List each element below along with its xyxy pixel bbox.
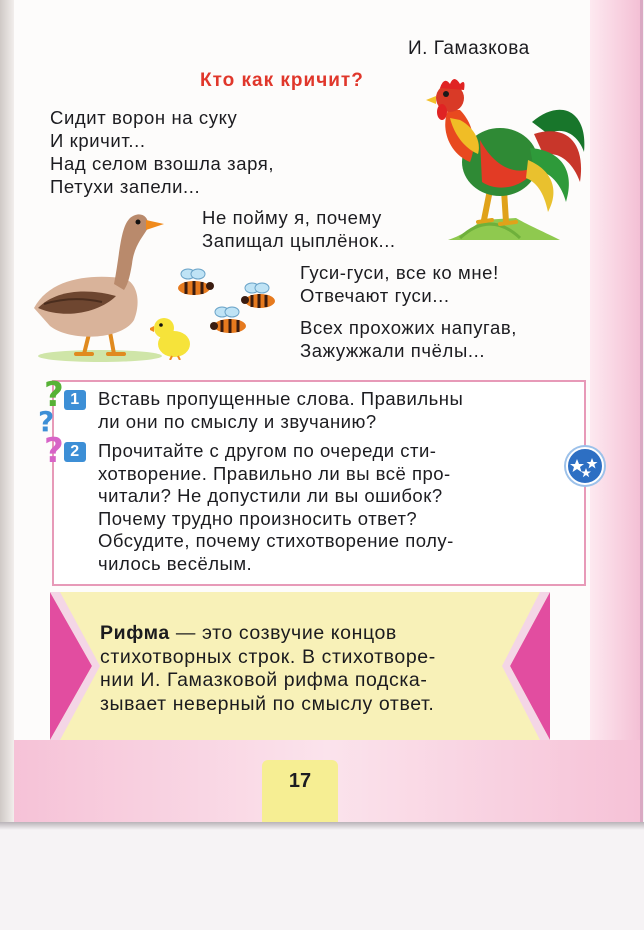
chick-illustration [150, 314, 194, 360]
poem-line: Сидит ворон на суку [50, 107, 238, 128]
rule-line [100, 622, 436, 646]
bee-illustration [174, 266, 216, 302]
poem-line: Над селом взошла заря, [50, 153, 275, 174]
task-line: Почему трудно произносить ответ? [98, 507, 418, 529]
rule-line: стихотворных строк. В стихотворе- [100, 645, 436, 668]
poem-stanza-3 [300, 261, 499, 307]
page-number: 17 [288, 770, 312, 792]
task-line: читали? Не допустили ли вы ошибок? [98, 485, 443, 506]
poem-stanza-1 [50, 106, 274, 198]
poem-line: И кричит... [50, 130, 146, 151]
rhyme-rule-text [100, 622, 436, 716]
stars-badge-icon [566, 447, 604, 485]
task-number-badge: 1 [64, 390, 86, 410]
task-line: Прочитайте с другом по очереди сти- [98, 440, 437, 461]
page-number-tab [262, 760, 338, 822]
goose-illustration [30, 208, 170, 363]
page-gutter [0, 0, 14, 822]
poem-line: Всех прохожих напугав, [300, 317, 518, 338]
task-line: Обсудите, почему стихотворение полу- [98, 530, 454, 551]
poem-line: Гуси-гуси, все ко мне! [300, 262, 499, 283]
rule-term: Рифма [100, 622, 170, 644]
poem-title: Кто как кричит? [200, 70, 364, 91]
poem-stanza-4 [300, 316, 517, 362]
poem-stanza-2 [202, 206, 396, 252]
task-line: хотворение. Правильно ли вы всё про- [98, 462, 451, 484]
rooster-illustration [420, 70, 590, 242]
rule-line: нии И. Гамазковой рифма подска- [100, 669, 428, 691]
task-1 [70, 388, 570, 433]
rule-line: зывает неверный по смыслу ответ. [100, 692, 435, 715]
poem-line: Отвечают гуси... [300, 285, 450, 306]
question-marks-icon: ? ? ? [38, 375, 64, 471]
poem-line: Петухи запели... [50, 176, 201, 197]
page-edge-shadow [0, 822, 644, 830]
task-line: Вставь пропущенные слова. Правильны [98, 388, 464, 409]
bee-illustration [208, 304, 250, 340]
rule-line-rest: — это созвучие концов [169, 622, 397, 644]
task-number-badge: 2 [64, 442, 86, 462]
poem-author: И. Гамазкова [408, 38, 530, 59]
task-2 [70, 440, 570, 575]
task-line: ли они по смыслу и звучанию? [98, 410, 377, 432]
questions-box [52, 380, 586, 586]
decorative-right-band [590, 0, 640, 822]
poem-line: Запищал цыплёнок... [202, 230, 396, 251]
task-line: чилось весёлым. [98, 552, 253, 574]
poem-line: Не пойму я, почему [202, 207, 382, 228]
poem-line: Зажужжали пчёлы... [300, 340, 486, 361]
